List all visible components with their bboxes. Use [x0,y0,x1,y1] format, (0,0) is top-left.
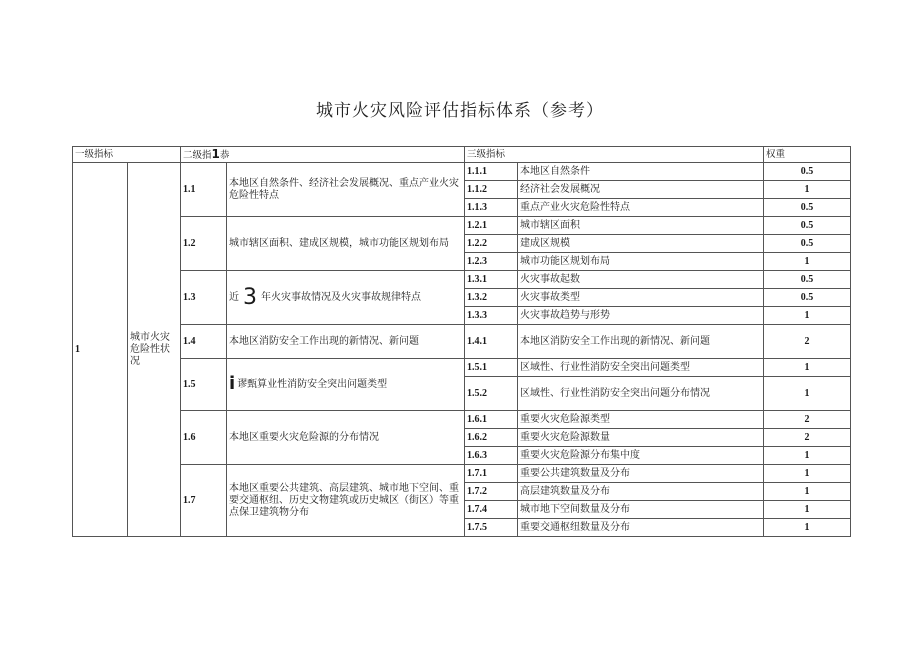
level3-text: 经济社会发展概况 [518,181,764,199]
level2-number: 1.2 [181,217,227,271]
level3-text: 本地区自然条件 [518,163,764,181]
level2-text: i 谬甄算业性消防安全突出问题类型 [227,359,465,411]
weight-value: 0.5 [764,235,851,253]
level3-text: 高层建筑数量及分布 [518,483,764,501]
weight-value: 0.5 [764,217,851,235]
header-level2: 二级指1恭 [181,147,465,163]
level3-number: 1.6.1 [465,411,518,429]
level3-number: 1.6.3 [465,447,518,465]
level3-number: 1.7.5 [465,519,518,537]
level3-text: 重要交通枢纽数量及分布 [518,519,764,537]
level2-text: 本地区重要火灾危险源的分布情况 [227,411,465,465]
level3-text: 火灾事故趋势与形势 [518,307,764,325]
level2-number: 1.7 [181,465,227,537]
level3-number: 1.5.1 [465,359,518,377]
level3-number: 1.1.2 [465,181,518,199]
weight-value: 1 [764,253,851,271]
level3-number: 1.2.3 [465,253,518,271]
level3-number: 1.2.1 [465,217,518,235]
level2-text: 近 3 年火灾事故情况及火灾事故规律特点 [227,271,465,325]
table-row [73,271,851,289]
level3-number: 1.3.2 [465,289,518,307]
level3-number: 1.3.1 [465,271,518,289]
weight-value: 1 [764,307,851,325]
level3-text: 城市功能区规划布局 [518,253,764,271]
weight-value: 2 [764,429,851,447]
level3-number: 1.3.3 [465,307,518,325]
weight-value: 0.5 [764,163,851,181]
level2-text: 本地区消防安全工作出现的新情况、新问题 [227,325,465,359]
header-level3: 三级指标 [465,147,764,163]
level2-number: 1.1 [181,163,227,217]
level3-text: 重要火灾危险源类型 [518,411,764,429]
level3-text: 城市地下空间数量及分布 [518,501,764,519]
level2-number: 1.4 [181,325,227,359]
level3-number: 1.7.1 [465,465,518,483]
weight-value: 0.5 [764,199,851,217]
level1-number: 1 [73,163,128,537]
weight-value: 1 [764,447,851,465]
level3-number: 1.7.2 [465,483,518,501]
weight-value: 1 [764,377,851,411]
table-row [73,163,851,181]
page-title: 城市火灾风险评估指标体系（参考） [316,101,604,121]
header-level1: 一级指标 [73,147,181,163]
level3-text: 重点产业火灾危险性特点 [518,199,764,217]
weight-value: 1 [764,501,851,519]
level2-number: 1.5 [181,359,227,411]
level1-name: 城市火灾危险性状况 [128,163,181,537]
table-row [73,465,851,483]
level3-number: 1.1.1 [465,163,518,181]
level2-number: 1.3 [181,271,227,325]
table-row [73,217,851,235]
table-header-row [73,147,851,163]
weight-value: 2 [764,411,851,429]
table-row [73,359,851,377]
level3-text: 重要火灾危险源数量 [518,429,764,447]
table-row [73,325,851,359]
level3-text: 重要公共建筑数量及分布 [518,465,764,483]
level3-number: 1.7.4 [465,501,518,519]
level3-number: 1.2.2 [465,235,518,253]
table-body [73,163,851,537]
weight-value: 2 [764,325,851,359]
weight-value: 1 [764,465,851,483]
level3-text: 重要火灾危险源分布集中度 [518,447,764,465]
indicator-table [72,146,851,537]
level3-text: 区域性、行业性消防安全突出问题类型 [518,359,764,377]
table-row [73,411,851,429]
level2-text: 城市辖区面积、建成区规模，城市功能区规划布局 [227,217,465,271]
level3-text: 火灾事故类型 [518,289,764,307]
level2-text: 本地区自然条件、经济社会发展概况、重点产业火灾危险性特点 [227,163,465,217]
level3-text: 区域性、行业性消防安全突出问题分布情况 [518,377,764,411]
weight-value: 1 [764,181,851,199]
level3-number: 1.1.3 [465,199,518,217]
weight-value: 1 [764,483,851,501]
level3-text: 城市辖区面积 [518,217,764,235]
weight-value: 1 [764,359,851,377]
level3-text: 火灾事故起数 [518,271,764,289]
level3-text: 本地区消防安全工作出现的新情况、新问题 [518,325,764,359]
weight-value: 1 [764,519,851,537]
level3-text: 建成区规模 [518,235,764,253]
level3-number: 1.5.2 [465,377,518,411]
weight-value: 0.5 [764,289,851,307]
header-weight: 权重 [764,147,851,163]
level3-number: 1.6.2 [465,429,518,447]
weight-value: 0.5 [764,271,851,289]
level2-number: 1.6 [181,411,227,465]
level2-text: 本地区重要公共建筑、高层建筑、城市地下空间、重要交通枢纽、历史文物建筑或历史城区（街区）等重点保卫建筑物分布 [227,465,465,537]
level3-number: 1.4.1 [465,325,518,359]
